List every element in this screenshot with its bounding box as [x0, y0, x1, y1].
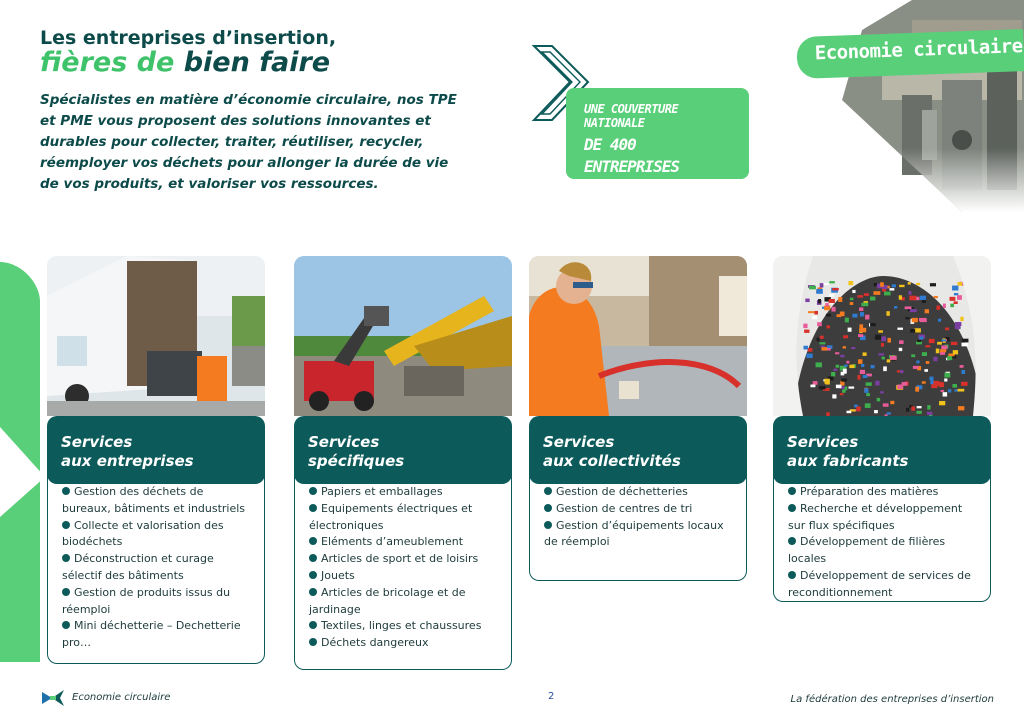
card-header	[773, 416, 991, 484]
pellet-shape	[813, 381, 818, 385]
pellet-shape	[886, 311, 889, 316]
pellet-shape	[814, 311, 818, 315]
pellet-shape	[954, 301, 958, 304]
bullet-icon	[62, 487, 70, 495]
pellet-shape	[917, 406, 922, 408]
pellet-shape	[840, 393, 844, 395]
card-title-line1: Services	[61, 433, 133, 451]
pellet-shape	[881, 343, 884, 347]
economie-circulaire-tag	[796, 29, 1024, 79]
pellet-shape	[836, 385, 842, 388]
card-title-line2: aux entreprises	[61, 452, 194, 470]
pellet-shape	[851, 347, 855, 349]
pellet-shape	[820, 342, 826, 344]
card-title-line2: spécifiques	[308, 452, 405, 470]
pellet-shape	[899, 285, 904, 287]
pellet-shape	[938, 319, 941, 322]
pellet-shape	[911, 354, 915, 357]
card-list-box	[773, 466, 991, 602]
loader-photo	[294, 256, 512, 416]
pellet-shape	[871, 365, 875, 368]
pellet-shape	[870, 297, 875, 301]
pellet-shape	[913, 366, 919, 369]
pellet-shape	[899, 340, 904, 344]
pellet-shape	[865, 315, 869, 320]
bullet-icon	[544, 521, 552, 529]
pellet-shape	[906, 408, 909, 412]
pellet-shape	[924, 369, 928, 372]
bullet-icon	[62, 621, 70, 629]
pellet-shape	[916, 360, 919, 363]
pellet-shape	[816, 362, 822, 367]
pellet-shape	[920, 296, 926, 300]
pellet-shape	[832, 307, 836, 312]
pellet-shape	[910, 329, 915, 333]
pellet-shape	[908, 282, 911, 285]
card-title-line1: Services	[787, 433, 859, 451]
service-list	[62, 482, 252, 652]
list-item: Gestion de déchetteries	[544, 484, 734, 501]
pellet-shape	[873, 291, 880, 295]
pellet-shape	[894, 306, 897, 309]
list-item: Recherche et développement sur flux spécifiques	[788, 501, 963, 532]
pellet-shape	[908, 291, 911, 295]
bullet-icon	[309, 571, 317, 579]
pellet-shape	[900, 370, 903, 373]
page-heading-line1: Les entreprises d’insertion,	[40, 27, 337, 49]
pellet-shape	[820, 336, 824, 339]
list-item: Développement de services de reconditionnement	[788, 568, 971, 599]
pellet-shape	[865, 403, 871, 408]
pellet-shape	[952, 286, 958, 291]
bullet-icon	[309, 638, 317, 646]
card-list-box	[294, 466, 512, 670]
pellet-shape	[941, 339, 946, 341]
pellet-shape	[833, 369, 837, 371]
pellet-shape	[808, 311, 815, 313]
pellet-shape	[899, 295, 902, 299]
pellet-shape	[936, 349, 940, 354]
pellet-shape	[951, 342, 957, 345]
pellet-shape	[941, 346, 947, 350]
pellet-shape	[860, 312, 864, 316]
pellet-shape	[925, 345, 930, 347]
pellet-shape	[892, 284, 896, 287]
pellet-shape	[878, 353, 884, 355]
bullet-icon	[309, 588, 317, 596]
pellet-shape	[866, 393, 870, 396]
pellet-shape	[877, 398, 880, 401]
pellet-shape	[930, 380, 933, 384]
bullet-icon	[544, 504, 552, 512]
pellet-shape	[829, 294, 834, 297]
pellet-shape	[955, 325, 961, 329]
pellet-shape	[823, 283, 829, 285]
pellet-shape	[863, 352, 867, 355]
pellet-shape	[915, 387, 919, 392]
pellet-shape	[852, 290, 855, 293]
pellet-shape	[954, 293, 958, 295]
pellet-shape	[825, 303, 828, 306]
pellet-shape	[878, 330, 883, 332]
list-item: Equipements électriques et électroniques	[309, 501, 473, 532]
pellet-shape	[843, 335, 848, 338]
pellet-shape	[850, 302, 854, 305]
service-list	[544, 482, 734, 551]
pellet-shape	[919, 318, 926, 321]
bullet-icon	[309, 537, 317, 545]
page-number: 2	[548, 691, 555, 702]
pellet-shape	[958, 389, 965, 392]
pellet-shape	[803, 346, 807, 350]
card-header	[294, 416, 512, 484]
pellet-shape	[914, 328, 921, 332]
pellet-shape	[806, 354, 812, 359]
pellet-shape	[857, 295, 863, 298]
list-item: Mini déchetterie – Dechetterie pro…	[62, 619, 241, 650]
pellet-shape	[922, 381, 926, 383]
card-title-line2: aux collectivités	[543, 452, 681, 470]
pellet-shape	[961, 370, 965, 374]
pellet-shape	[804, 330, 809, 333]
card-header	[47, 416, 265, 484]
pellet-shape	[905, 306, 912, 309]
list-item: Déchets dangereux	[309, 635, 499, 652]
list-item: Jouets	[309, 568, 499, 585]
bullet-icon	[62, 554, 70, 562]
pellet-shape	[926, 361, 930, 364]
pellet-shape	[883, 366, 887, 371]
pellet-shape	[812, 316, 817, 320]
pellet-shape	[944, 378, 947, 381]
pellet-shape	[843, 369, 847, 374]
card-header	[529, 416, 747, 484]
pellet-shape	[890, 401, 894, 404]
pellet-shape	[825, 382, 829, 384]
pellet-shape	[952, 384, 957, 388]
pellet-shape	[897, 328, 903, 330]
plastic-pellets-photo	[773, 256, 991, 416]
pellet-shape	[947, 356, 952, 360]
bullet-icon	[62, 588, 70, 596]
pellet-shape	[826, 314, 831, 317]
pellet-shape	[836, 365, 839, 368]
pellet-shape	[940, 352, 945, 355]
list-item: Gestion d’équipements locaux de réemploi	[544, 518, 724, 549]
pellet-shape	[890, 356, 897, 360]
page-heading-line2	[40, 47, 330, 78]
pellet-shape	[927, 405, 930, 409]
pellet-shape	[958, 282, 963, 286]
pellet-shape	[881, 336, 886, 341]
pellet-shape	[820, 283, 824, 287]
list-item: Articles de sport et de loisirs	[309, 551, 499, 568]
pellet-shape	[861, 303, 868, 306]
pellet-shape	[842, 390, 846, 393]
card-title-line1: Services	[308, 433, 380, 451]
pellet-shape	[909, 296, 916, 301]
pellet-shape	[902, 382, 908, 386]
pellet-shape	[808, 348, 813, 352]
pellet-shape	[831, 372, 835, 376]
pellet-shape	[847, 411, 852, 414]
pellet-shape	[859, 307, 863, 311]
pellet-shape	[838, 297, 842, 302]
pellet-shape	[910, 309, 917, 312]
pellet-shape	[852, 314, 857, 318]
pellet-shape	[953, 350, 958, 354]
callout-line3: LOCALES	[584, 179, 645, 198]
bullet-icon	[309, 554, 317, 562]
pellet-shape	[945, 328, 949, 331]
pellet-shape	[950, 297, 956, 301]
pellet-shape	[870, 323, 876, 327]
callout-line1: UNE COUVERTURE NATIONALE	[584, 102, 679, 130]
pellet-shape	[957, 295, 962, 300]
bullet-icon	[788, 571, 796, 579]
pellet-shape	[943, 392, 948, 396]
pellet-shape	[916, 411, 921, 414]
pellet-shape	[850, 298, 853, 301]
footer-organization: La fédération des entreprises d’insertion	[790, 694, 994, 705]
pellet-shape	[844, 365, 848, 367]
pellet-shape	[835, 352, 839, 354]
pellet-shape	[866, 382, 872, 386]
truck-photo	[47, 256, 265, 416]
bullet-icon	[788, 504, 796, 512]
pellet-shape	[859, 328, 866, 332]
pellet-shape	[856, 406, 861, 411]
pellet-shape	[939, 401, 945, 405]
pellet-shape	[818, 299, 821, 303]
pellet-shape	[827, 325, 830, 328]
pellet-shape	[816, 289, 823, 294]
pellet-shape	[875, 335, 881, 340]
pellet-shape	[962, 339, 969, 343]
pellet-shape	[961, 382, 968, 386]
footer-section-name: Economie circulaire	[72, 692, 171, 703]
pellet-shape	[922, 352, 927, 356]
pellet-shape	[940, 349, 946, 352]
pellet-shape	[929, 377, 933, 381]
pellet-shape	[917, 340, 921, 342]
pellet-shape	[849, 386, 855, 388]
pellet-shape	[911, 406, 915, 410]
pellet-shape	[829, 281, 834, 283]
tag-label: Economie circulaire	[814, 35, 1023, 65]
pellet-shape	[810, 385, 815, 388]
pellet-shape	[884, 292, 891, 296]
federation-logo-icon	[40, 688, 66, 708]
pellet-shape	[874, 410, 878, 413]
pellet-shape	[888, 338, 891, 343]
intro-paragraph: Spécialistes en matière d’économie circulaire, nos TPE et PME vous proposent des solutions innovantes et durables pour collecter, traiter, réutiliser, recycler, réemployer vos déchets pour allonger la durée de vie de vos produits, et valoriser vos ressources.	[40, 92, 457, 192]
pellet-shape	[863, 375, 868, 378]
pellet-shape	[887, 412, 891, 414]
pellet-shape	[875, 381, 879, 386]
pellet-shape	[955, 322, 962, 326]
pellet-shape	[848, 328, 852, 332]
pellet-shape	[929, 339, 935, 343]
heading-dark-text: bien faire	[183, 47, 331, 78]
pellet-shape	[858, 359, 862, 364]
pellet-shape	[819, 386, 826, 389]
pellet-shape	[843, 346, 846, 348]
list-item: Développement de filières locales	[788, 535, 946, 566]
pellet-shape	[803, 324, 807, 328]
card-title-line1: Services	[543, 433, 615, 451]
pellet-shape	[936, 306, 940, 310]
pellet-shape	[889, 288, 894, 290]
pellet-shape	[829, 299, 835, 303]
pellet-shape	[937, 342, 942, 345]
bullet-icon	[62, 521, 70, 529]
pellet-shape	[958, 406, 964, 410]
heading-green-text: fières de	[40, 47, 175, 78]
list-item: Gestion de produits issus du réemploi	[62, 585, 231, 616]
national-coverage-callout	[566, 88, 749, 198]
pellet-shape	[858, 334, 863, 337]
pellet-shape	[950, 304, 954, 308]
pellet-shape	[849, 365, 854, 368]
left-green-decoration	[0, 262, 50, 672]
pellet-shape	[919, 337, 923, 340]
bullet-icon	[788, 537, 796, 545]
pellet-shape	[880, 282, 884, 286]
pellet-shape	[934, 296, 938, 298]
pellet-shape	[916, 283, 920, 285]
pellet-shape	[941, 390, 944, 392]
bullet-icon	[309, 621, 317, 629]
bullet-icon	[544, 487, 552, 495]
pellet-shape	[864, 388, 868, 393]
pellet-shape	[948, 389, 951, 392]
pellet-shape	[845, 318, 849, 323]
bullet-icon	[309, 504, 317, 512]
pellet-shape	[837, 314, 842, 317]
pellet-shape	[809, 286, 816, 290]
pellet-shape	[905, 317, 909, 319]
list-item: Eléments d’ameublement	[309, 534, 499, 551]
list-item: Articles de bricolage et de jardinage	[309, 585, 466, 616]
service-list	[788, 482, 978, 602]
list-item: Textiles, linges et chaussures	[309, 618, 499, 635]
pellet-shape	[960, 317, 963, 321]
pellet-shape	[860, 370, 865, 374]
pellet-shape	[899, 348, 902, 351]
pellet-shape	[925, 309, 929, 313]
pellet-shape	[887, 359, 891, 362]
pellet-shape	[944, 373, 950, 378]
pellet-shape	[927, 412, 932, 415]
pellet-shape	[832, 394, 836, 398]
card-list-box	[47, 466, 265, 664]
pellet-shape	[864, 293, 869, 296]
pellet-shape	[960, 365, 964, 368]
pellet-shape	[848, 281, 853, 285]
pellet-shape	[880, 391, 884, 393]
list-item: Préparation des matières	[788, 484, 978, 501]
pellet-shape	[861, 364, 864, 367]
bullet-icon	[309, 487, 317, 495]
pellet-shape	[821, 347, 827, 351]
pellet-shape	[841, 379, 847, 382]
list-item: Gestion des déchets de bureaux, bâtiments et industriels	[62, 485, 246, 515]
callout-line2: DE 400 ENTREPRISES	[584, 135, 679, 176]
list-item: Déconstruction et curage sélectif des bâtiments	[62, 552, 214, 582]
pellet-shape	[883, 403, 889, 406]
card-title-line2: aux fabricants	[787, 452, 909, 470]
list-item: Gestion de centres de tri	[544, 501, 734, 518]
pellet-shape	[857, 375, 860, 380]
service-list	[309, 482, 499, 652]
pellet-shape	[933, 357, 937, 361]
pellet-shape	[930, 283, 936, 286]
worker-photo	[529, 256, 747, 416]
pellet-shape	[846, 361, 849, 364]
pellet-shape	[827, 348, 831, 351]
pellet-shape	[912, 318, 918, 322]
pellet-shape	[840, 355, 844, 357]
bullet-icon	[788, 487, 796, 495]
pellet-shape	[881, 357, 884, 360]
pellet-shape	[961, 343, 967, 347]
pellet-shape	[832, 288, 839, 290]
list-item: Collecte et valorisation des biodéchets	[62, 518, 224, 549]
pellet-shape	[943, 304, 946, 309]
pellet-shape	[817, 322, 822, 326]
pellet-shape	[805, 299, 809, 303]
list-item: Papiers et emballages	[309, 484, 499, 501]
pellet-shape	[874, 283, 877, 286]
pellet-shape	[817, 338, 820, 342]
